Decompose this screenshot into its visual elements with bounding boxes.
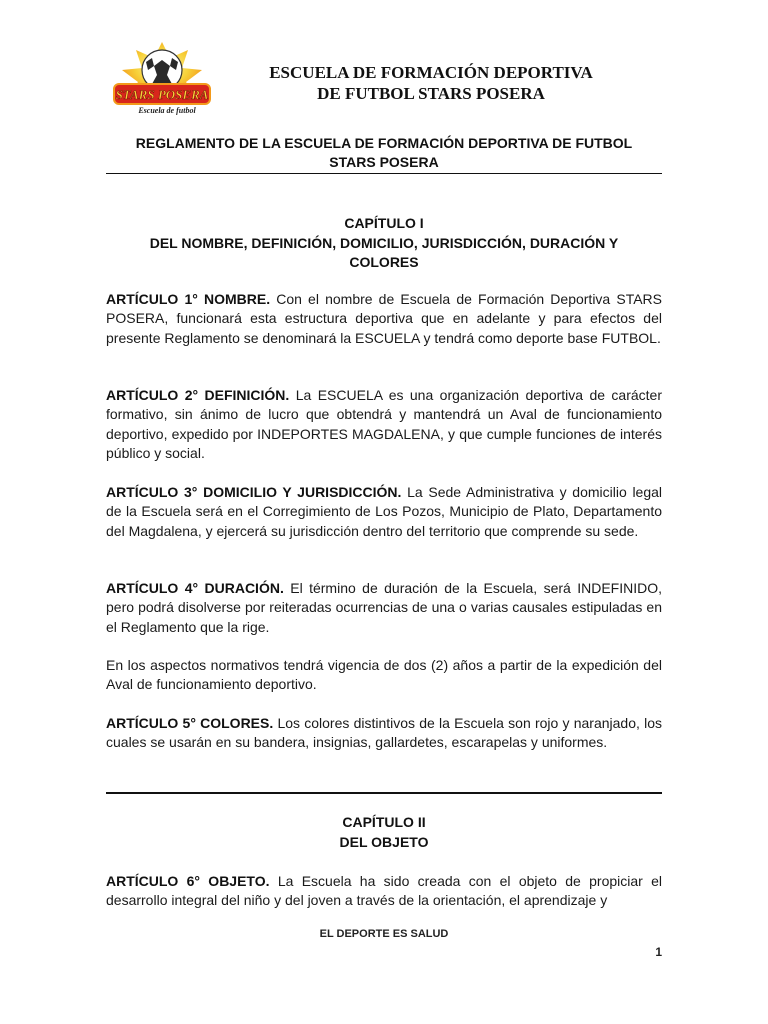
article-6-heading: ARTÍCULO 6° OBJETO. bbox=[106, 873, 270, 889]
title-divider bbox=[106, 173, 662, 174]
article-1-heading: ARTÍCULO 1° NOMBRE. bbox=[106, 291, 271, 307]
article-6-text: La Escuela ha sido creada con el objeto de propiciar el desarrollo integral del niño y del joven a través de la orientación, el aprendizaje y bbox=[106, 873, 663, 909]
chapter-1-heading bbox=[106, 214, 662, 273]
regulation-title bbox=[106, 134, 662, 172]
school-name-line2: DE FUTBOL STARS POSERA bbox=[317, 84, 545, 103]
article-4-paragraph-2 bbox=[106, 656, 662, 695]
logo-subtext: Escuela de futbol bbox=[138, 106, 196, 115]
article-5-text: Los colores distintivos de la Escuela son rojo y naranjado, los cuales se usarán en su bandera, insignias, gallardetes, escarapelas y uniformes. bbox=[106, 715, 663, 751]
article-5 bbox=[106, 714, 662, 753]
article-4-text: El término de duración de la Escuela, será INDEFINIDO, pero podrá disolverse por reiteradas ocurrencias de una o varias causales estipuladas en el Reglamento que la rige. bbox=[106, 580, 663, 635]
article-2-heading: ARTÍCULO 2° DEFINICIÓN. bbox=[106, 387, 290, 403]
chapter-divider bbox=[106, 792, 662, 794]
chapter-2-title: DEL OBJETO bbox=[339, 833, 429, 850]
article-1-text: Con el nombre de Escuela de Formación Deportiva STARS POSERA, funcionará esta estructura deportiva que en adelante y para efectos del presente Reglamento se denominará la ESCUELA y tendrá como deporte base FUTBOL. bbox=[106, 291, 662, 346]
article-4-paragraph-2-text: En los aspectos normativos tendrá vigencia de dos (2) años a partir de la expedición del Aval de funcionamiento deportivo. bbox=[106, 657, 662, 693]
article-1 bbox=[106, 290, 662, 348]
regulation-title-line2: STARS POSERA bbox=[329, 154, 439, 170]
chapter-2-number: CAPÍTULO II bbox=[342, 814, 426, 830]
article-6 bbox=[106, 872, 662, 911]
article-3-heading: ARTÍCULO 3° DOMICILIO Y JURISDICCIÓN. bbox=[106, 484, 402, 500]
article-2 bbox=[106, 386, 662, 464]
regulation-title-line1: REGLAMENTO DE LA ESCUELA DE FORMACIÓN DEPORTIVA DE FUTBOL bbox=[135, 135, 633, 151]
chapter-1-title-line2: COLORES bbox=[349, 254, 419, 270]
school-name-heading bbox=[200, 62, 662, 104]
soccer-ball-logo-icon bbox=[112, 40, 212, 118]
chapter-2-heading bbox=[106, 813, 662, 852]
article-5-heading: ARTÍCULO 5° COLORES. bbox=[106, 715, 274, 731]
article-4 bbox=[106, 579, 662, 637]
article-3 bbox=[106, 483, 662, 541]
school-name-line1: ESCUELA DE FORMACIÓN DEPORTIVA bbox=[269, 63, 593, 82]
footer-motto: EL DEPORTE ES SALUD bbox=[319, 928, 449, 940]
article-2-text: La ESCUELA es una organización deportiva de carácter formativo, sin ánimo de lucro que obtendrá y mantendrá un Aval de funcionamiento deportivo, expedido por INDEPORTES MAGDALENA, y que cumple funciones de interés público y social. bbox=[106, 387, 663, 462]
chapter-1-number: CAPÍTULO I bbox=[344, 215, 424, 231]
logo-text: STARS POSERA bbox=[115, 87, 209, 102]
page-number: 1 bbox=[655, 945, 662, 959]
article-4-heading: ARTÍCULO 4° DURACIÓN. bbox=[106, 580, 284, 596]
stars-posera-logo bbox=[112, 40, 212, 118]
chapter-1-title-line1: DEL NOMBRE, DEFINICIÓN, DOMICILIO, JURISDICCIÓN, DURACIÓN Y bbox=[149, 234, 619, 251]
article-3-text: La Sede Administrativa y domicilio legal de la Escuela será en el Corregimiento de Los Pozos, Municipio de Plato, Departamento del Magdalena, y ejercerá su jurisdicción dentro del territorio que comprende su sede. bbox=[106, 484, 663, 539]
